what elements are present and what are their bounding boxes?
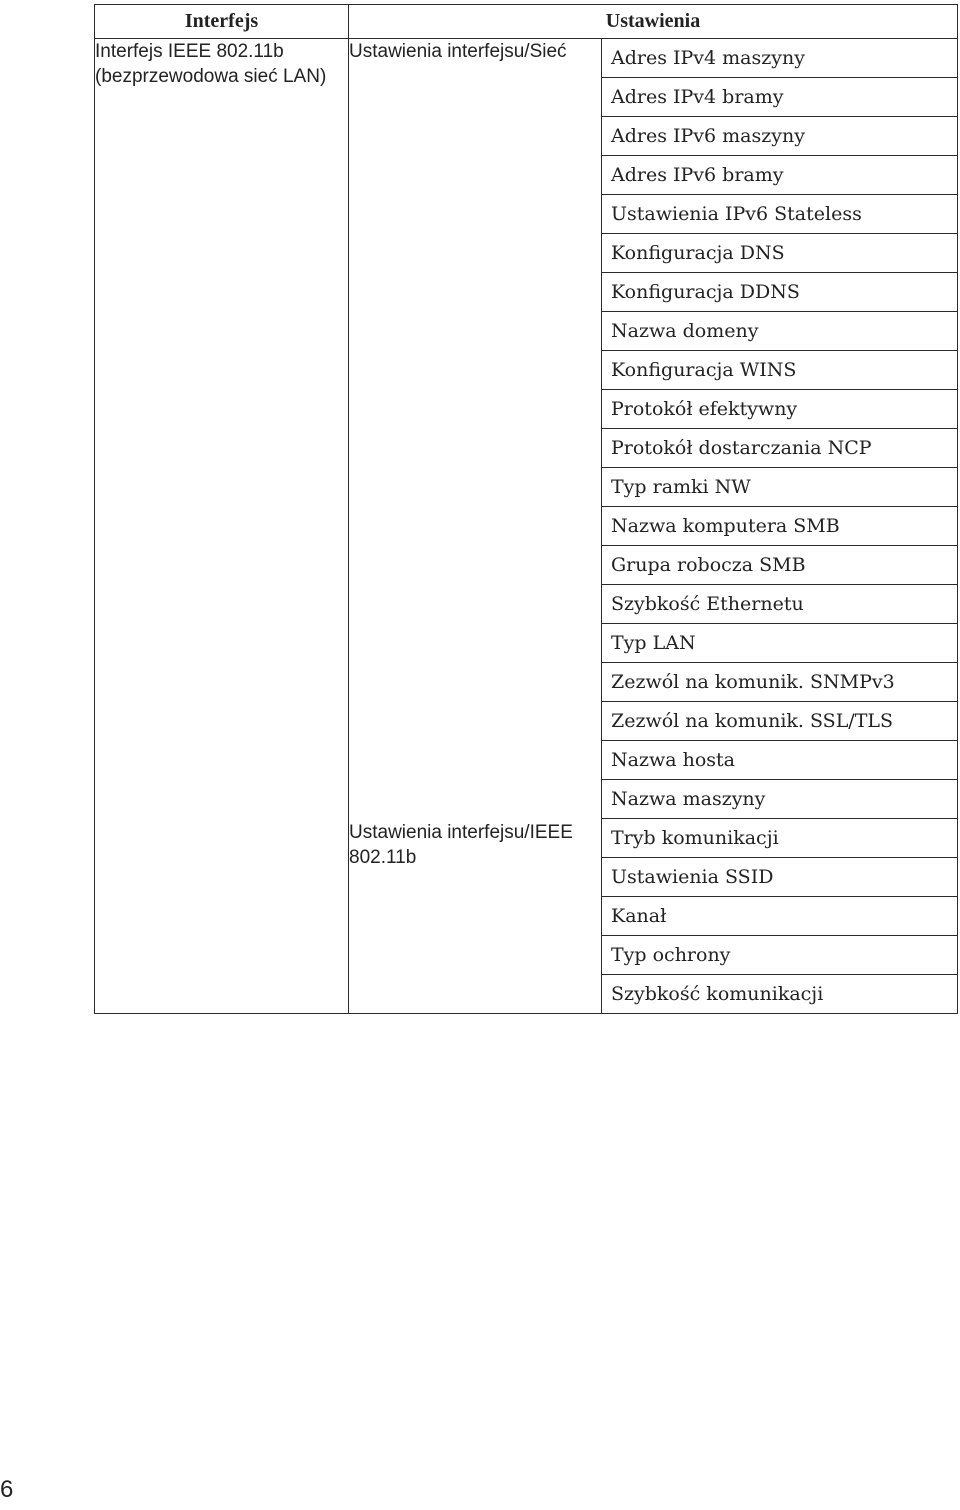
list-item: Nazwa maszyny — [602, 780, 957, 819]
list-item: Adres IPv4 maszyny — [602, 39, 957, 78]
list-item: Konfiguracja WINS — [602, 351, 957, 390]
list-item: Tryb komunikacji — [602, 819, 957, 858]
list-item: Zezwól na komunik. SSL/TLS — [602, 702, 957, 741]
list-item: Typ LAN — [602, 624, 957, 663]
list-item: Ustawienia IPv6 Stateless — [602, 195, 957, 234]
header-interface: Interfejs — [95, 5, 349, 39]
list-item: Typ ramki NW — [602, 468, 957, 507]
list-item: Ustawienia SSID — [602, 858, 957, 897]
list-item: Typ ochrony — [602, 936, 957, 975]
settings-list — [602, 39, 958, 1014]
header-row — [95, 5, 958, 39]
list-item: Konfiguracja DDNS — [602, 273, 957, 312]
list-item: Nazwa komputera SMB — [602, 507, 957, 546]
group-label-wireless: Ustawienia interfejsu/IEEE 802.11b — [349, 822, 573, 868]
list-item: Adres IPv4 bramy — [602, 78, 957, 117]
header-settings: Ustawienia — [349, 5, 958, 39]
list-item: Nazwa hosta — [602, 741, 957, 780]
settings-table — [94, 4, 958, 1014]
group-label-network: Ustawienia interfejsu/Sieć — [349, 41, 567, 62]
list-item: Zezwól na komunik. SNMPv3 — [602, 663, 957, 702]
list-item: Konfiguracja DNS — [602, 234, 957, 273]
group-column — [349, 39, 602, 1014]
list-item: Protokół efektywny — [602, 390, 957, 429]
list-item: Kanał — [602, 897, 957, 936]
list-item: Szybkość komunikacji — [611, 983, 824, 1005]
list-item: Protokół dostarczania NCP — [602, 429, 957, 468]
list-item: Adres IPv6 bramy — [602, 156, 957, 195]
list-item: Grupa robocza SMB — [602, 546, 957, 585]
table-row — [95, 39, 958, 1014]
list-item: Adres IPv6 maszyny — [602, 117, 957, 156]
list-item: Szybkość Ethernetu — [602, 585, 957, 624]
page-number: 6 — [0, 1476, 14, 1503]
list-item: Nazwa domeny — [602, 312, 957, 351]
interface-name: Interfejs IEEE 802.11b (bezprzewodowa sieć LAN) — [95, 39, 349, 1014]
